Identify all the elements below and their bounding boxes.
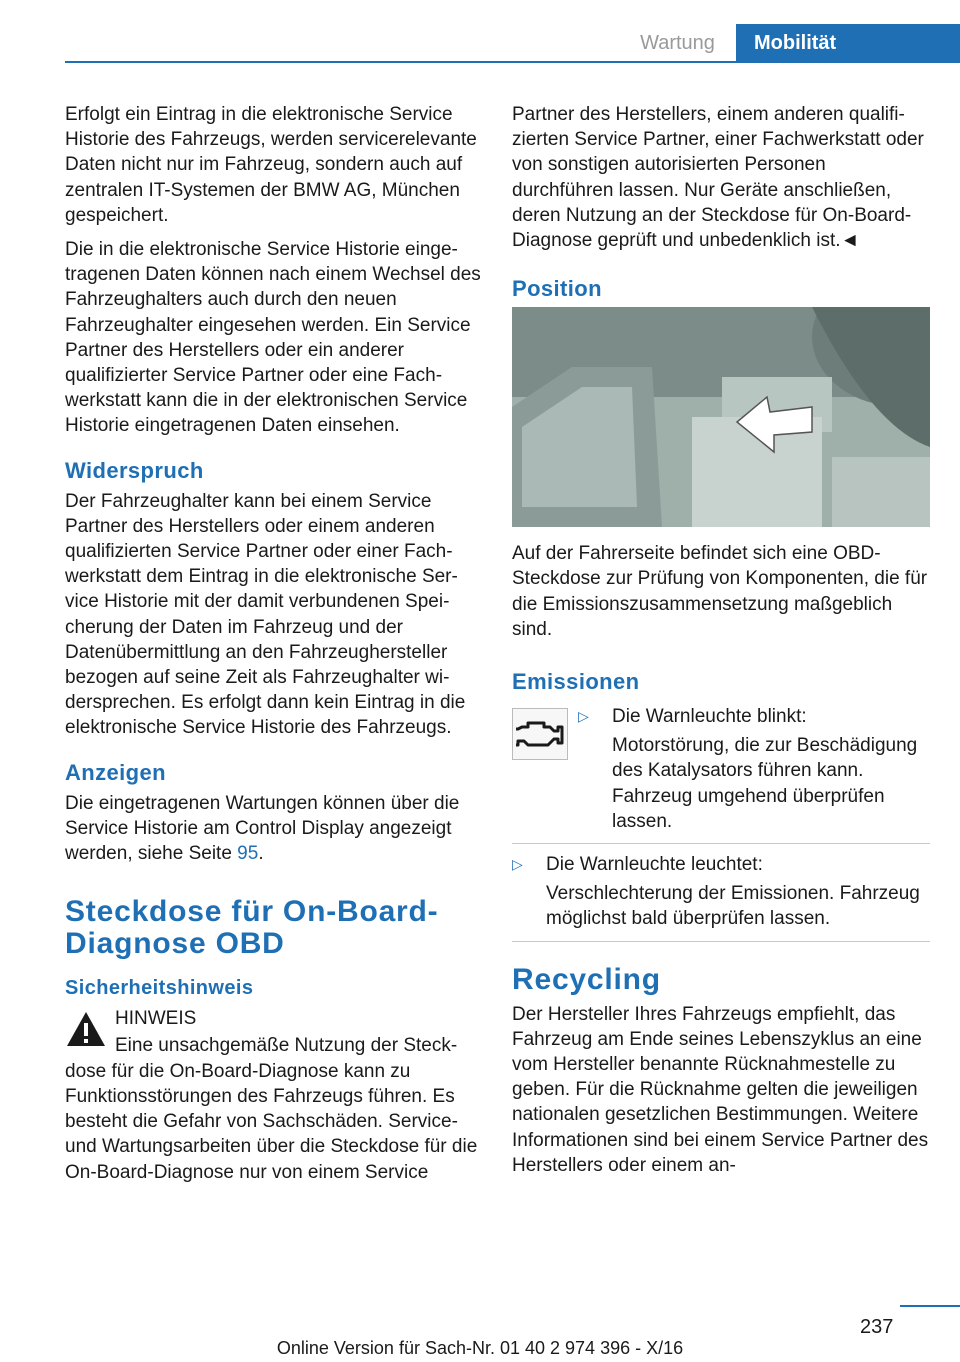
divider (512, 941, 930, 942)
page-link-95[interactable]: 95 (237, 843, 259, 865)
triangle-bullet-icon: ▷ (512, 856, 523, 873)
right-column (512, 102, 930, 1187)
tab-wartung[interactable]: Wartung (640, 31, 715, 54)
heading-recycling: Recycling (512, 962, 661, 996)
paragraph: Der Fahrzeughalter kann bei einem Service Partner des Herstellers oder einem anderen qualifizierten Service Partner oder einer Fachwerkstatt dem Eintrag in die elektronische Service Historie mit der damit verbundenen Speicherung der Daten im Fahrzeug und der Datenübermittlung an den Fahrzeughersteller bezogen auf seine Zeit als Fahrzeughalter widersprechen. Es erfolgt dann kein Eintrag in die elektronische Service Historie des Fahrzeugs. (65, 490, 466, 739)
check-engine-icon (512, 708, 568, 760)
divider (512, 843, 930, 844)
paragraph: Der Hersteller Ihres Fahrzeugs empfiehlt, das Fahrzeug am Ende seines Lebenszyklus an eine vom Hersteller benannte Rücknahmestelle zu geben. Für die Rücknahme gelten die jeweiligen nationalen gesetzlichen Bestimmungen. Weitere Informationen sind bei einem Service Partner des Herstellers oder einem an- (512, 1003, 929, 1176)
triangle-bullet-icon: ▷ (578, 708, 589, 725)
tab-mobilitaet[interactable]: Mobilität (736, 24, 960, 62)
heading-widerspruch: Widerspruch (65, 457, 204, 483)
paragraph: Erfolgt ein Eintrag in die elektronische Service Historie des Fahrzeugs, werden servicerelevante Daten nicht nur im Fahrzeug, sondern auch auf zentralen IT-Systemen der BMW AG, München gespeichert. (65, 104, 477, 226)
left-column (65, 102, 483, 1194)
heading-anzeigen: Anzeigen (65, 759, 166, 785)
notice-body: Eine unsachgemäße Nutzung der Steckdose für die On-Board-Diagnose kann zu Funktionsstörungen des Fahrzeugs führen. Es besteht die Gefahr von Sachschäden. Service- und Wartungsarbeiten über die Steckdose für die On-Board-Diagnose nur von einem Service (65, 1035, 478, 1183)
paragraph: Partner des Herstellers, einem anderen qualifizierten Service Partner, einer Fachwerkstatt oder von sonstigen autorisierten Personen durchführen lassen. Nur Geräte anschließen, deren Nutzung an der Steckdose für On-Board-Diagnose geprüft und unbedenklich ist.◄ (512, 104, 924, 252)
bullet-text: Motorstörung, die zur Beschädigung des Katalysators führen kann. Fahrzeug umgehend überprüfen lassen. (612, 735, 918, 832)
paragraph (65, 791, 483, 867)
bullet-steady (512, 852, 930, 932)
heading-obd: Steckdose für On-Board-Diagnose OBD (65, 895, 439, 961)
obd-position-photo (512, 307, 930, 527)
warning-lamp-item (512, 704, 930, 834)
bullet-title: Die Warnleuchte leuchtet: (546, 854, 763, 876)
heading-sicherheitshinweis: Sicherheitshinweis (65, 977, 254, 1000)
page-number: 237 (860, 1316, 894, 1338)
bullet-blink (578, 704, 930, 834)
paragraph: Auf der Fahrerseite befindet sich eine OBD-Steckdose zur Prüfung von Komponenten, die für die Emissionszusammensetzung maßgeblich sind. (512, 543, 928, 640)
notice-text (65, 1033, 483, 1184)
heading-emissionen: Emissionen (512, 669, 640, 695)
heading-position: Position (512, 276, 602, 302)
notice-title: HINWEIS (115, 1008, 197, 1030)
anzeigen-text-end: . (258, 843, 264, 865)
anzeigen-text: Die eingetragenen Wartungen können über die Service Historie am Control Display angezeigt werden, siehe Seite (65, 792, 460, 865)
safety-notice (65, 1006, 483, 1031)
online-version-note: Online Version für Sach-Nr. 01 40 2 974 396 - X/16 (276, 1338, 684, 1358)
bullet-text: Verschlechterung der Emissionen. Fahrzeug möglichst bald überprüfen lassen. (546, 883, 920, 930)
bullet-title: Die Warnleuchte blinkt: (612, 706, 807, 728)
warning-triangle-icon (65, 1010, 107, 1048)
paragraph: Die in die elektronische Service Historie eingetragenen Daten können nach einem Wechsel des Fahrzeughalters auch durch den neuen Fahrzeughalter eingesehen werden. Ein Service Partner des Herstellers oder ein anderer qualifizierter Service Partner oder eine Fachwerkstatt kann die in der elektronischen Service Historie eingetragenen Daten einsehen. (65, 239, 481, 437)
footer-rule (900, 1305, 960, 1307)
